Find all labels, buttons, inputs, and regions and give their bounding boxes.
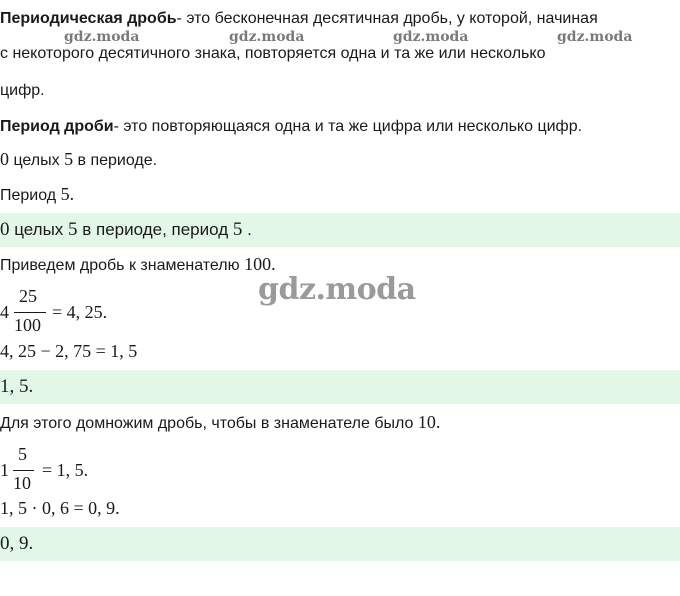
text: Период	[0, 187, 61, 204]
definition-text: с некоторого десятичного знака, повторяется одна и та же или несколько	[0, 45, 546, 62]
task1-line2	[0, 183, 680, 207]
task2-answer	[0, 370, 680, 404]
math-numerator: 5	[18, 444, 27, 464]
task1-line1	[0, 148, 680, 172]
math-value: 1, 5.	[0, 376, 34, 397]
definition-period-line	[0, 116, 680, 138]
task2-calc: 4, 25 − 2, 75 = 1, 5	[0, 341, 138, 361]
math-value: 0, 9.	[0, 533, 34, 554]
watermark-small: gdz.moda	[393, 29, 469, 45]
watermark-small: gdz.moda	[557, 29, 633, 45]
math-value: 10.	[417, 412, 441, 432]
math-equation: = 4, 25.	[52, 302, 108, 322]
watermark-large: gdz.moda	[258, 272, 416, 307]
definition-periodic-line2	[0, 43, 680, 65]
math-denominator: 10	[13, 473, 31, 493]
math-whole: 4	[0, 302, 9, 322]
task3-intro	[0, 411, 680, 435]
fraction-bar	[14, 312, 46, 313]
watermark-small: gdz.moda	[64, 29, 140, 45]
math-value: 100.	[244, 254, 276, 274]
math-denominator: 100	[14, 315, 41, 335]
math-value: 5	[232, 219, 243, 240]
math-value: 5	[64, 149, 74, 169]
task3-answer	[0, 527, 680, 561]
task1-answer	[0, 213, 680, 247]
term-period: Период дроби	[0, 118, 114, 135]
text: целых	[9, 152, 65, 169]
definition-periodic-line3	[0, 80, 680, 102]
text: Приведем дробь к знаменателю	[0, 257, 245, 274]
text: целых	[9, 220, 69, 239]
text: в периоде, период	[77, 220, 233, 239]
task3-mixed-fraction	[0, 446, 200, 496]
math-equation: = 1, 5.	[42, 460, 89, 480]
definition-text: цифр.	[0, 82, 45, 99]
fraction-bar	[13, 470, 34, 471]
math-value: 0	[0, 219, 10, 240]
text: в периоде.	[73, 152, 158, 169]
definition-text: - это бесконечная десятичная дробь, у которой, начиная	[176, 10, 598, 27]
task3-calc: 1, 5 · 0, 6 = 0, 9.	[0, 498, 120, 518]
math-value: 0	[0, 149, 9, 169]
term-periodic-fraction: Периодическая дробь	[0, 10, 177, 27]
math-value: 5	[68, 219, 78, 240]
text: Для этого домножим дробь, чтобы в знаменателе было	[0, 415, 418, 432]
math-whole: 1	[0, 460, 9, 480]
math-numerator: 25	[19, 286, 37, 306]
definition-text: - это повторяющаяся одна и та же цифра или несколько цифр.	[113, 118, 583, 135]
text: .	[242, 220, 252, 239]
definition-periodic-line1	[0, 8, 680, 30]
watermark-small: gdz.moda	[229, 29, 305, 45]
task2-mixed-fraction	[0, 288, 200, 338]
math-value: 5.	[60, 184, 75, 204]
